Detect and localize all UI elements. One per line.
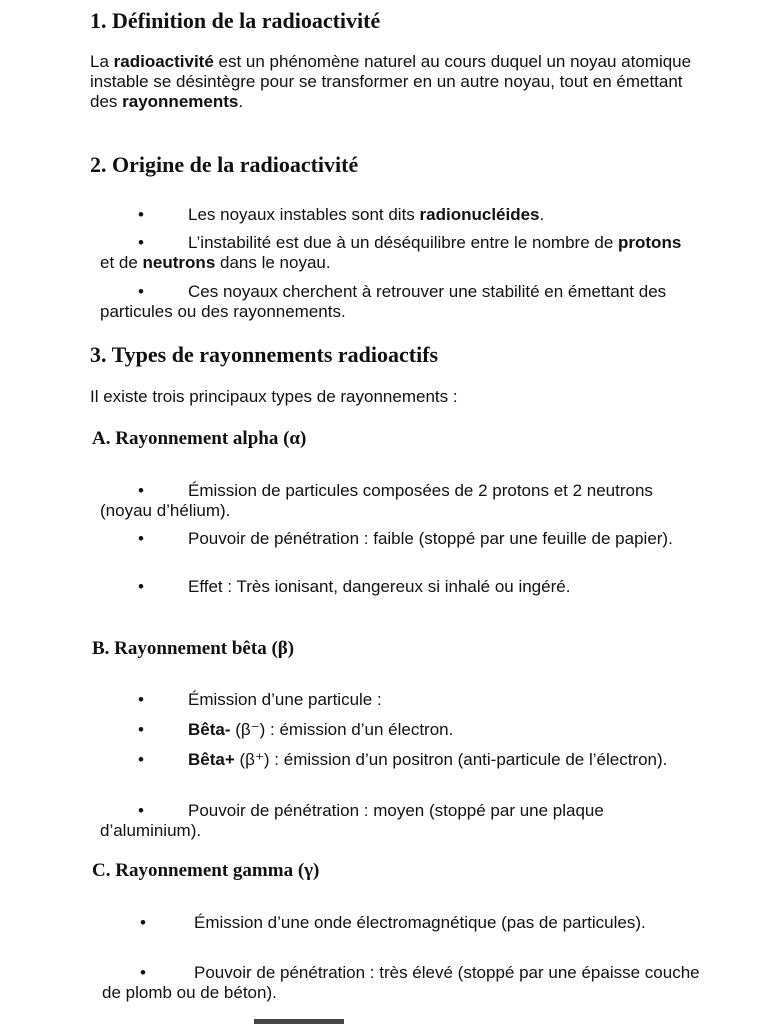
list-item: • Bêta- (β⁻) : émission d’un électron. (138, 720, 454, 739)
section-3-title: 3. Types de rayonnements radioactifs (90, 342, 439, 367)
list-item: • Pouvoir de pénétration : très élevé (stoppé par une épaisse couche de plomb ou de béton). (102, 963, 700, 1002)
section-2-title: 2. Origine de la radioactivité (90, 152, 359, 177)
list-item: • Ces noyaux cherchent à retrouver une stabilité en émettant des particules ou des rayonnements. (100, 282, 667, 321)
section-1-paragraph: La radioactivité est un phénomène naturel au cours duquel un noyau atomique instable se désintègre pour se transformer en un autre noyau, tout en émettant des rayonnements. (90, 52, 692, 111)
page-edge-mark (254, 1019, 344, 1024)
gamma-title: C. Rayonnement gamma (γ) (92, 860, 320, 881)
list-item: • Émission d’une onde électromagnétique (pas de particules). (140, 913, 646, 932)
list-item: • Les noyaux instables sont dits radionucléides. (138, 205, 545, 224)
list-item: • Émission de particules composées de 2 protons et 2 neutrons (noyau d’hélium). (100, 481, 653, 520)
list-item: • Pouvoir de pénétration : faible (stoppé par une feuille de papier). (138, 529, 673, 548)
section-3-intro: Il existe trois principaux types de rayonnements : (90, 387, 458, 406)
section-1-title: 1. Définition de la radioactivité (90, 8, 381, 33)
list-item: • Émission d’une particule : (138, 690, 382, 709)
list-item: • Bêta+ (β⁺) : émission d’un positron (anti-particule de l’électron). (138, 750, 668, 769)
alpha-title: A. Rayonnement alpha (α) (92, 428, 307, 449)
list-item: • Pouvoir de pénétration : moyen (stoppé par une plaque d’aluminium). (100, 801, 604, 840)
list-item: • Effet : Très ionisant, dangereux si inhalé ou ingéré. (138, 577, 571, 596)
beta-title: B. Rayonnement bêta (β) (92, 638, 295, 659)
list-item: • L’instabilité est due à un déséquilibre entre le nombre de protons et de neutrons dans le noyau. (100, 233, 682, 272)
